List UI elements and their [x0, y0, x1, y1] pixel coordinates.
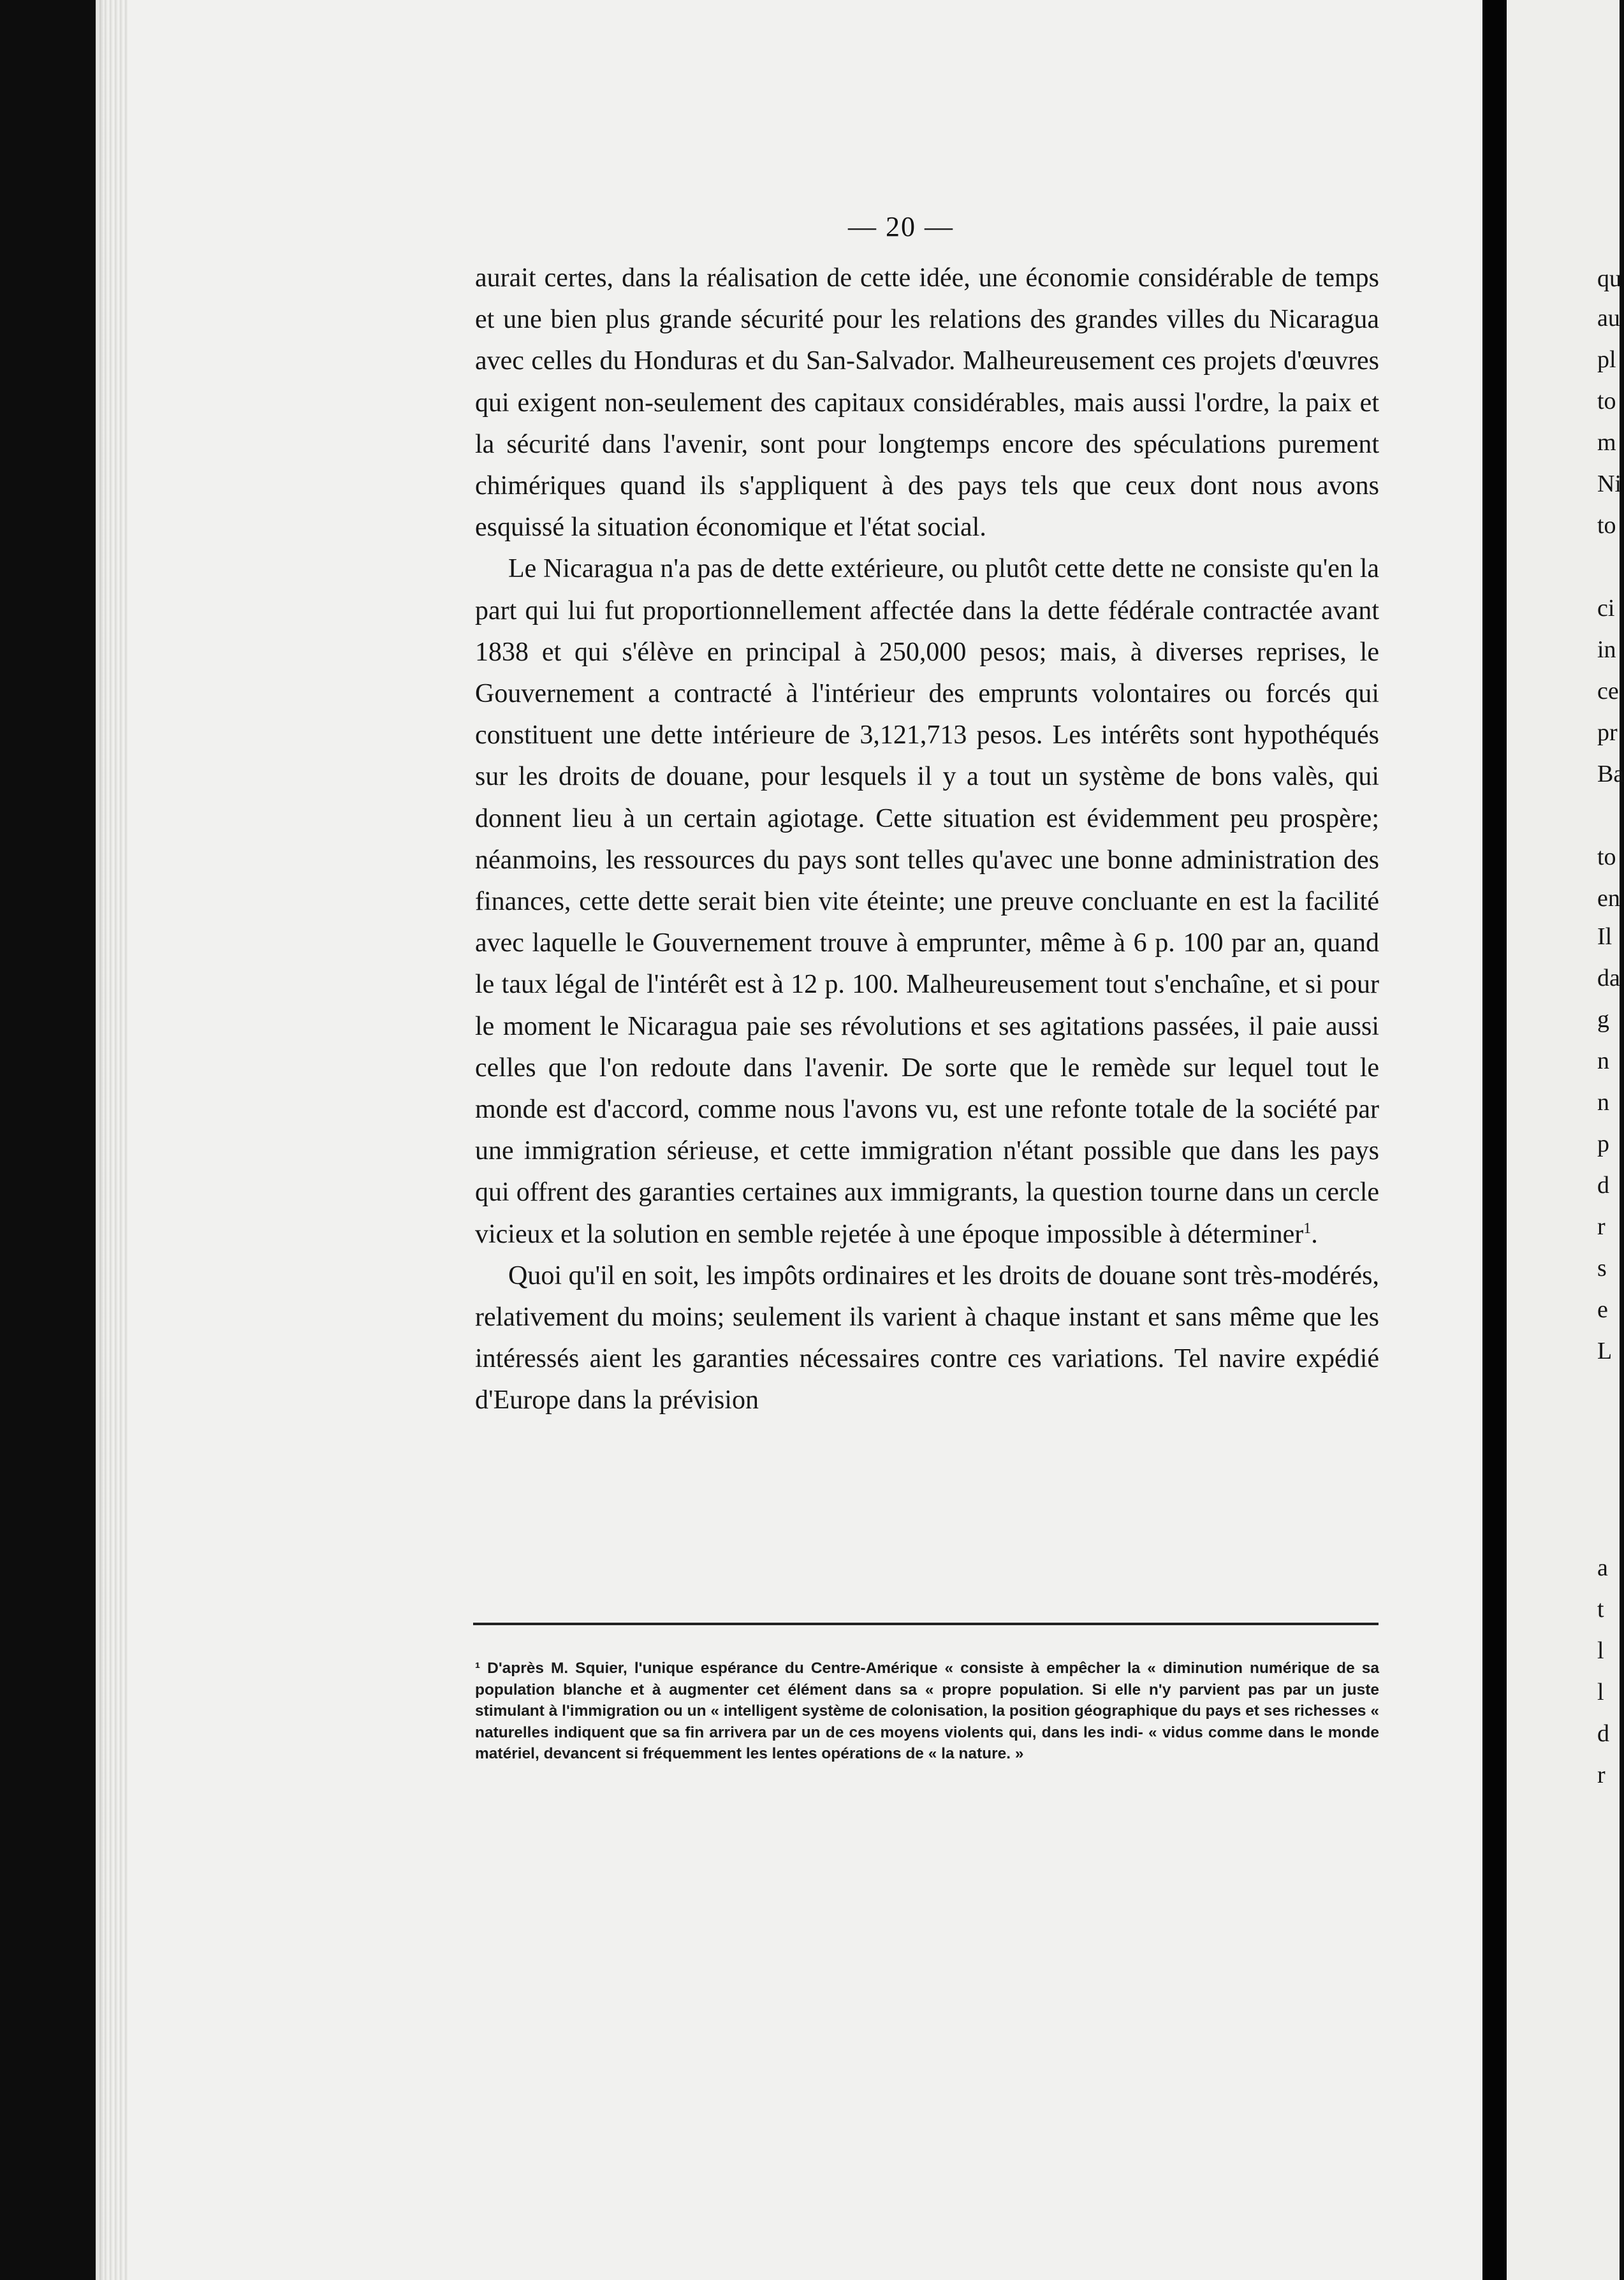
facing-page-fragment: n [1597, 1089, 1609, 1116]
facing-page-fragment: r [1597, 1213, 1606, 1240]
facing-page-fragment: ce [1597, 678, 1619, 705]
facing-page-edge [1507, 0, 1624, 2280]
facing-page-fragment: da [1597, 965, 1620, 991]
page-edge-shadow [96, 0, 128, 2280]
facing-page-fragment: p [1597, 1130, 1609, 1157]
facing-page-fragment: en [1597, 885, 1620, 912]
facing-page-fragment: d [1597, 1172, 1609, 1199]
facing-page-fragment: in [1597, 636, 1616, 663]
page-number-header: — 20 — [848, 211, 954, 242]
paragraph-3: Quoi qu'il en soit, les impôts ordinaires et les droits de douane sont très-modérés, relativement du moins; seulement ils varient à chaque instant et sans même que les intéressés aient les garanties nécessaires contre ces variations. Tel navire expédié d'Europe dans la prévision [475, 1261, 1379, 1415]
facing-page-fragment: r [1597, 1762, 1606, 1788]
facing-page-fragment: e [1597, 1296, 1608, 1323]
facing-page-fragment: l [1597, 1679, 1604, 1706]
facing-page-fragment: Ni [1597, 471, 1621, 497]
facing-page-fragment: to [1597, 844, 1616, 870]
facing-page-fragment: to [1597, 512, 1616, 539]
facing-page-fragment: n [1597, 1048, 1609, 1074]
body-text [475, 258, 1379, 1422]
facing-page-fragment: d [1597, 1720, 1609, 1747]
paragraph-2: Le Nicaragua n'a pas de dette extérieure, ou plutôt cette dette ne consiste qu'en la part qui lui fut proportionnellement affectée dans la dette fédérale contractée avant 1838 et qui s'élève en principal à 250,000 pesos; mais, à diverses reprises, le Gouvernement a contracté à l'intérieur des emprunts volontaires ou forcés qui constituent une dette intérieure de 3,121,713 pesos. Les intérêts sont hypothéqués sur les droits de douane, pour lesquels il y a tout un système de bons valès, qui donnent lieu à un certain agiotage. Cette situation est évidemment peu prospère; néanmoins, les ressources du pays sont telles qu'avec une bonne administration des finances, cette dette serait bien vite éteinte; une preuve concluante en est la facilité avec laquelle le Gouvernement trouve à emprunter, même à 6 p. 100 par an, quand le taux légal de l'intérêt est à 12 p. 100. Malheureusement tout s'enchaîne, et si pour le moment le Nicaragua paie ses révolutions et ses agitations passées, il paie aussi celles que l'on redoute dans l'avenir. De sorte que le remède sur lequel tout le monde est d'accord, comme nous l'avons vu, est une refonte totale de la société par une immigration sérieuse, et cette immigration n'étant possible que dans les pays qui offrent des garanties certaines aux immigrants, la question tourne dans un cercle vicieux et la solution en semble rejetée à une époque impossible à déterminer$^1$. [475, 554, 1379, 1249]
footnote: ¹ D'après M. Squier, l'unique espérance du Centre-Amérique « consiste à empêcher la « diminution numérique de sa population blanche et à augmenter cet élément dans sa « propre population. Si elle n'y parvient pas par un juste stimulant à l'immigration ou un « intelligent système de colonisation, la position géographique du pays et ses richesses « naturelles indiquent que sa fin arrivera par un de ces moyens violents qui, dans les indi- « vidus comme dans le monde matériel, devancent si fréquemment les lentes opérations de « la nature. » [475, 1660, 1379, 1762]
facing-page-fragment: ci [1597, 595, 1615, 622]
footnote-reference: 1 [1303, 1220, 1312, 1237]
paragraph-2-text: Le Nicaragua n'a pas de dette extérieure, ou plutôt cette dette ne consiste qu'en la part qui lui fut proportionnellement affectée dans la dette fédérale contractée avant 1838 et qui s'élève en principal à 250,000 pesos; mais, à diverses reprises, le Gouvernement a contracté à l'intérieur des emprunts volontaires ou forcés qui constituent une dette intérieure de 3,121,713 pesos. Les intérêts sont hypothéqués sur les droits de douane, pour lesquels il y a tout un système de bons valès, qui donnent lieu à un certain agiotage. Cette situation est évidemment peu prospère; néanmoins, les ressources du pays sont telles qu'avec une bonne administration des finances, cette dette serait bien vite éteinte; une preuve concluante en est la facilité avec laquelle le Gouvernement trouve à emprunter, même à 6 p. 100 par an, quand le taux légal de l'intérêt est à 12 p. 100. Malheureusement tout s'enchaîne, et si pour le moment le Nicaragua paie ses révolutions et ses agitations passées, il paie aussi celles que l'on redoute dans l'avenir. De sorte que le remède sur lequel tout le monde est d'accord, comme nous l'avons vu, est une refonte totale de la société par une immigration sérieuse, et cette immigration n'étant possible que dans les pays qui offrent des garanties certaines aux immigrants, la question tourne dans un cercle vicieux et la solution en semble rejetée à une époque impossible à déterminer [475, 554, 1379, 1249]
facing-page-fragment: pr [1597, 719, 1618, 746]
facing-page-fragment: Il [1597, 923, 1613, 950]
facing-page-fragment: au [1597, 305, 1620, 332]
footnote-separator [473, 1623, 1379, 1625]
facing-page-fragment: L [1597, 1338, 1613, 1364]
facing-page-fragment: t [1597, 1596, 1604, 1623]
facing-page-fragment: m [1597, 429, 1616, 456]
facing-page-fragment: qu [1597, 265, 1621, 292]
facing-page-fragment: g [1597, 1006, 1609, 1033]
facing-page-fragment: pl [1597, 346, 1616, 373]
facing-page-fragment: Ba [1597, 761, 1624, 787]
paragraph-1: aurait certes, dans la réalisation de cette idée, une économie considérable de temps et une bien plus grande sécurité pour les relations des grandes villes du Nicaragua avec celles du Honduras et du San-Salvador. Malheureusement ces projets d'œuvres qui exigent non-seulement des capitaux considérables, mais aussi l'ordre, la paix et la sécurité dans l'avenir, sont pour longtemps encore des spéculations purement chimériques quand ils s'appliquent à des pays tels que ceux dont nous avons esquissé la situation économique et l'état social. [475, 263, 1379, 543]
facing-page-fragment: to [1597, 388, 1616, 414]
facing-page-fragment: s [1597, 1255, 1607, 1282]
book-gutter [1482, 0, 1507, 2280]
facing-page-fragment: a [1597, 1554, 1608, 1581]
facing-page-fragment: l [1597, 1637, 1604, 1664]
